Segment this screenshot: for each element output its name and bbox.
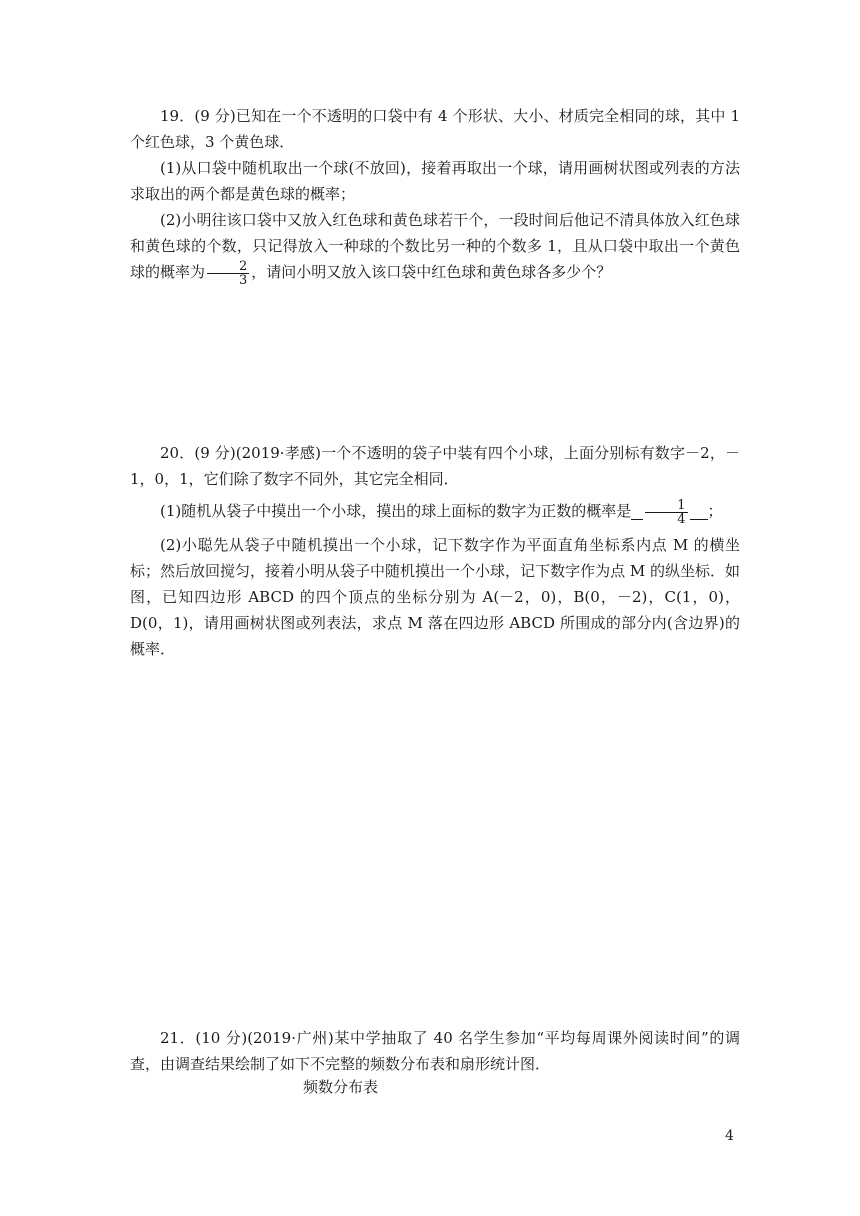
answer-numerator: 1 — [645, 499, 687, 513]
answer-fraction — [645, 499, 687, 526]
answer-blank-left — [631, 505, 643, 520]
fraction-numerator: 2 — [207, 260, 249, 274]
q19-part2-text-a: (2)小明往该口袋中又放入红色球和黄色球若干个，一段时间后他记不清具体放入红色球和黄色球的个数，只记得放入一种球的个数比另一种的个数多 1，且从口袋中取出一个黄色球的概率为 — [130, 211, 740, 281]
question-19 — [130, 103, 740, 287]
answer-blank-right — [690, 505, 708, 520]
q20-part1 — [130, 498, 740, 526]
fraction-two-thirds — [207, 260, 249, 287]
q20-part1-text-a: (1)随机从袋子中摸出一个小球，摸出的球上面标的数字为正数的概率是 — [160, 502, 632, 520]
question-21 — [130, 1025, 740, 1077]
page-number: 4 — [725, 1128, 734, 1144]
q19-part2 — [130, 207, 740, 287]
table-caption: 频数分布表 — [303, 1078, 379, 1096]
question-20 — [130, 440, 740, 662]
q19-stem: 19．(9 分)已知在一个不透明的口袋中有 4 个形状、大小、材质完全相同的球，其中 1 个红色球，3 个黄色球． — [130, 107, 740, 151]
q21-stem: 21．(10 分)(2019·广州)某中学抽取了 40 名学生参加“平均每周课外阅读时间”的调查，由调查结果绘制了如下不完整的频数分布表和扇形统计图． — [130, 1029, 740, 1073]
q20-part1-text-b: ； — [707, 502, 723, 520]
q20-part2: (2)小聪先从袋子中随机摸出一个小球，记下数字作为平面直角坐标系内点 M 的横坐标；然后放回搅匀，接着小明从袋子中随机摸出一个小球，记下数字作为点 M 的纵坐标．如图，已知四边形 ABCD 的四个顶点的坐标分别为 A(－2，0)，B(0，－2)，C(1，0)，D(0，1)，请用画树状图或列表法，求点 M 落在四边形 ABCD 所围成的部分内(含边界)的概率． — [130, 535, 740, 658]
q19-part1: (1)从口袋中随机取出一个球(不放回)，接着再取出一个球，请用画树状图或列表的方法求取出的两个都是黄色球的概率； — [130, 159, 740, 203]
answer-denominator: 4 — [677, 511, 686, 527]
fraction-denominator: 3 — [239, 272, 248, 288]
q20-stem: 20．(9 分)(2019·孝感)一个不透明的袋子中装有四个小球，上面分别标有数字－2，－1，0，1，它们除了数字不同外，其它完全相同． — [130, 444, 740, 488]
q19-part2-text-b: ，请问小明又放入该口袋中红色球和黄色球各多少个？ — [251, 263, 612, 281]
